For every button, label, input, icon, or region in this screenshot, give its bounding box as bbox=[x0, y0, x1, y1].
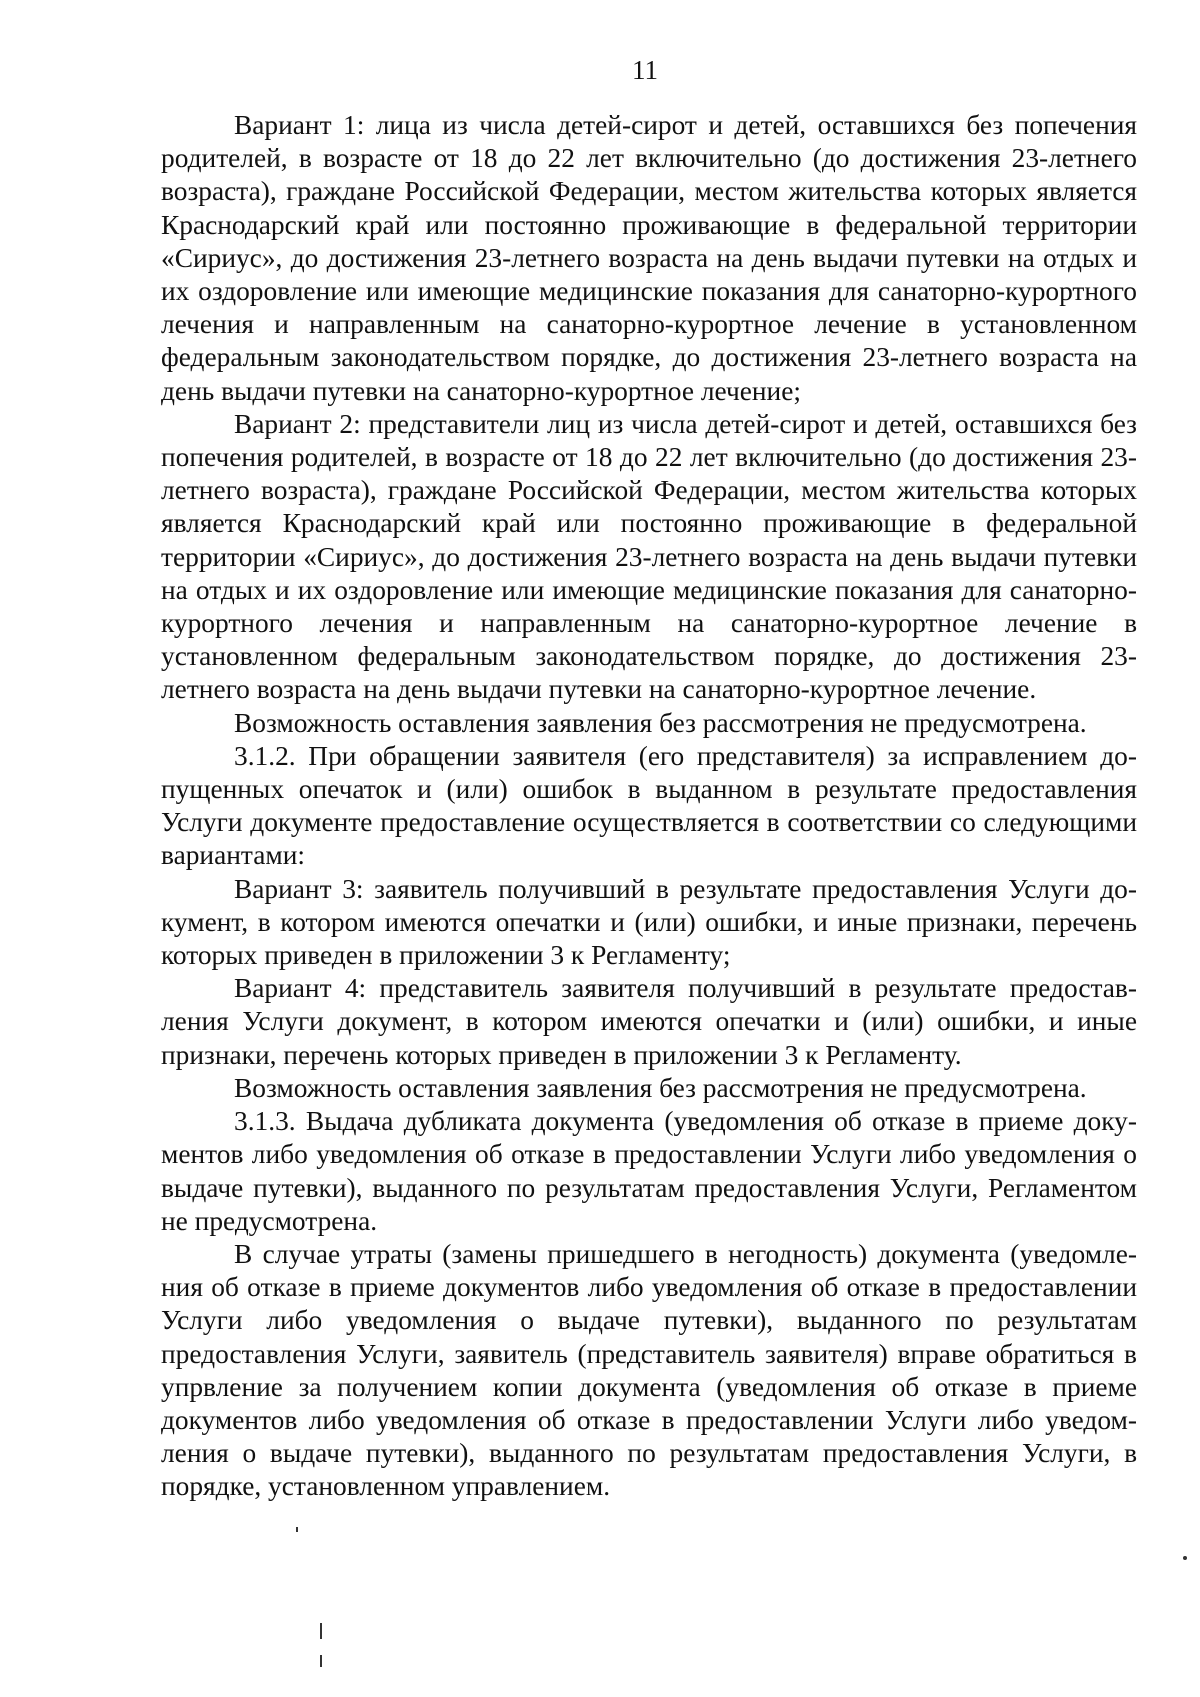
scan-artifact-dot bbox=[1183, 1556, 1187, 1560]
document-body bbox=[161, 109, 1137, 1504]
scan-artifact-tick bbox=[296, 1527, 298, 1532]
scan-artifact-tick bbox=[320, 1623, 322, 1639]
paragraph-variant-1: Вариант 1: лица из числа детей-сирот и детей, оставшихся без попечения родителей, в возрасте от 18 до 22 лет включительно (до достижения 23-летнего возраста), граждане Российской Федерации, местом жительства которых является Краснодарский край или постоянно проживающие в федеральной территории «Сириус», до достижения 23-летнего возраста на день выдачи путевки на отдых и их оздоровление или имеющие медицинские показания для санаторно-курортного лечения и направленным на санаторно-курортное лечение в установленном федеральным законодательством порядке, до достижения 23-летнего возраста на день выдачи путевки на санаторно-курортное лечение; bbox=[161, 110, 1137, 406]
paragraph-section-3-1-3: 3.1.3. Выдача дубликата документа (уведомления об отказе в приеме документов либо уведомления об отказе в предоставлении Услуги либо уведомления о выдаче путевки), выданного по результатам предоставления Услуги, Регламентом не предусмотрена. bbox=[161, 1106, 1137, 1236]
paragraph-document-loss: В случае утраты (замены пришедшего в негодность) документа (уведомления об отказе в приеме документов либо уведомления об отказе в предоставлении Услуги либо уведомления о выдаче путевки), выданного по результатам предоставления Услуги, заявитель (представитель заявителя) вправе обратиться в упрвление за получением копии документа (уведомления об отказе в приеме документов либо уведомления об отказе в предоставлении Услуги либо уведомления о выдаче путевки), выданного по результатам предоставления Услуги, в порядке, установленном управлением. bbox=[161, 1238, 1137, 1502]
paragraph-no-rejection-1: Возможность оставления заявления без рассмотрения не предусмотрена. bbox=[234, 707, 1087, 738]
paragraph-variant-2: Вариант 2: представители лиц из числа детей-сирот и детей, оставшихся без попечения родителей, в возрасте от 18 до 22 лет включительно (до достижения 23-летнего возраста), граждане Российской Федерации, местом жительства которых является Краснодарский край или постоянно проживающие в федеральной территории «Сириус», до достижения 23-летнего возраста на день выдачи путевки на отдых и их оздоровление или имеющие медицинские показания для санаторно-курортного лечения и направленным на санаторно-курортное лечение в установленном федеральным законодательством порядке, до достижения 23-летнего возраста на день выдачи путевки на санаторно-курортное лечение. bbox=[161, 408, 1137, 705]
page-number: 11 bbox=[632, 55, 658, 85]
paragraph-no-rejection-2: Возможность оставления заявления без рассмотрения не предусмотрена. bbox=[234, 1072, 1087, 1103]
paragraph-variant-4: Вариант 4: представитель заявителя получивший в результате предоставления Услуги документ, в котором имеются опечатки и (или) ошибки, и иные признаки, перечень которых приведен в приложении 3 к Регламенту. bbox=[161, 973, 1137, 1070]
paragraph-variant-3: Вариант 3: заявитель получивший в результате предоставления Услуги документ, в котором имеются опечатки и (или) ошибки, и иные признаки, перечень которых приведен в приложении 3 к Регламенту; bbox=[161, 873, 1137, 971]
paragraph-section-3-1-2: 3.1.2. При обращении заявителя (его представителя) за исправлением допущенных опечаток и (или) ошибок в выданном в результате предоставления Услуги документе предоставление осуществляется в соответствии со следующими вариантами: bbox=[161, 740, 1137, 871]
scan-artifact-tick bbox=[320, 1655, 322, 1667]
